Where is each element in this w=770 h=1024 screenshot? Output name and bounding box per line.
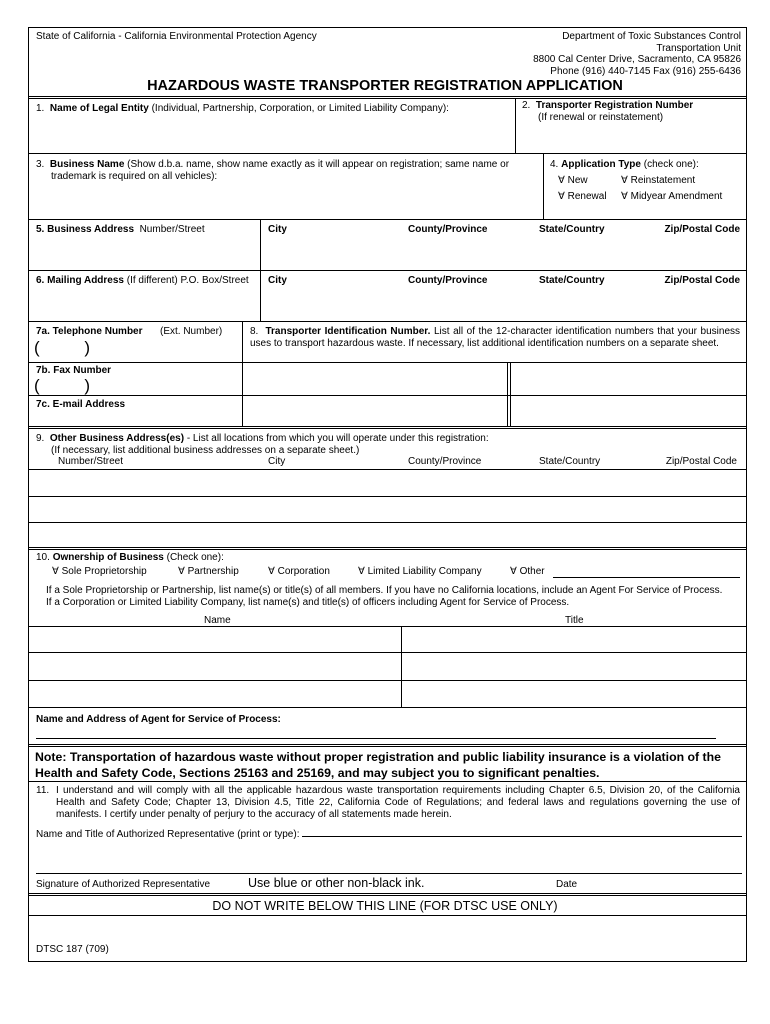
own-partnership[interactable]: ∀ Partnership bbox=[178, 566, 239, 577]
form-id: DTSC 187 (709) bbox=[36, 944, 109, 955]
other-addresses-label: 9. Other Business Address(es) - List all locations from which you will operate under this registration: (If necessary, list additional business addresses on a separate sheet.) bbox=[36, 433, 489, 456]
divider bbox=[28, 626, 746, 627]
col-city: City bbox=[268, 456, 286, 467]
app-type-midyear[interactable]: ∀ Midyear Amendment bbox=[621, 191, 723, 202]
divider bbox=[28, 219, 746, 220]
divider bbox=[28, 270, 746, 271]
officer-name-1[interactable] bbox=[30, 628, 399, 651]
divider bbox=[28, 652, 746, 653]
divider bbox=[28, 744, 746, 745]
dept-unit: Transportation Unit bbox=[656, 42, 741, 54]
telephone-area-code[interactable]: ( ) bbox=[34, 338, 111, 357]
divider bbox=[260, 270, 261, 321]
divider bbox=[28, 781, 746, 782]
agent-label: Name and Address of Agent for Service of Process: bbox=[36, 714, 281, 725]
dept-block bbox=[533, 31, 741, 77]
own-corporation[interactable]: ∀ Corporation bbox=[268, 566, 330, 577]
divider bbox=[28, 96, 746, 97]
other-address-row-3[interactable] bbox=[30, 524, 744, 546]
agent-underline bbox=[36, 738, 716, 739]
col-zip: Zip/Postal Code bbox=[665, 456, 737, 467]
name-title-underline bbox=[302, 836, 742, 837]
checkbox-icon: ∀ bbox=[510, 566, 517, 577]
checkbox-icon: ∀ bbox=[558, 191, 565, 202]
col-title: Title bbox=[565, 615, 584, 626]
dept-name: Department of Toxic Substances Control bbox=[562, 31, 741, 42]
divider bbox=[401, 626, 402, 707]
officer-title-2[interactable] bbox=[403, 654, 744, 679]
own-sole-proprietorship[interactable]: ∀ Sole Proprietorship bbox=[52, 566, 147, 577]
divider bbox=[28, 153, 746, 154]
checkbox-icon: ∀ bbox=[52, 566, 59, 577]
checkbox-icon: ∀ bbox=[358, 566, 365, 577]
mailing-county-label: County/Province bbox=[408, 275, 488, 286]
telephone-label: 7a. Telephone Number bbox=[36, 326, 143, 337]
legal-entity-label: 1. Name of Legal Entity (Individual, Partnership, Corporation, or Limited Liability Company): bbox=[36, 103, 449, 114]
divider bbox=[28, 547, 746, 548]
ownership-note-2: If a Corporation or Limited Liability Company, list name(s) and title(s) of officers including Agent for Service of Process. bbox=[46, 597, 570, 608]
legal-entity-field[interactable] bbox=[30, 118, 510, 150]
transporter-id-field-1[interactable] bbox=[245, 364, 505, 394]
dept-phone: Phone (916) 440-7145 Fax (916) 255-6436 bbox=[550, 65, 741, 77]
penalty-note: Note: Transportation of hazardous waste without proper registration and public liability insurance is a violation of the Health and Safety Code, Sections 25163 and 25169, and may subject you to significant penalties. bbox=[35, 750, 721, 780]
dept-address: 8800 Cal Center Drive, Sacramento, CA 95826 bbox=[533, 54, 741, 65]
fax-area-code[interactable]: ( ) bbox=[34, 376, 111, 395]
signature-field[interactable] bbox=[36, 850, 742, 872]
business-state-label: State/Country bbox=[539, 224, 605, 235]
other-underline bbox=[553, 577, 740, 578]
mailing-address-label: 6. Mailing Address (If different) P.O. Box/Street bbox=[36, 275, 249, 286]
divider bbox=[28, 893, 746, 894]
registration-number-note: (If renewal or reinstatement) bbox=[538, 112, 664, 123]
divider bbox=[28, 680, 746, 681]
dtsc-use-only: DO NOT WRITE BELOW THIS LINE (FOR DTSC USE ONLY) bbox=[212, 899, 558, 913]
business-county-label: County/Province bbox=[408, 224, 488, 235]
application-type-label: 4. Application Type (check one): bbox=[550, 159, 699, 170]
officer-title-3[interactable] bbox=[403, 682, 744, 706]
divider bbox=[28, 895, 746, 896]
fax-label: 7b. Fax Number bbox=[36, 365, 112, 376]
app-type-reinstatement[interactable]: ∀ Reinstatement bbox=[621, 175, 696, 186]
checkbox-icon: ∀ bbox=[268, 566, 275, 577]
business-city-label: City bbox=[268, 224, 287, 235]
divider bbox=[28, 426, 746, 427]
signature-label: Signature of Authorized Representative bbox=[36, 879, 210, 890]
divider bbox=[28, 522, 746, 523]
app-type-renewal[interactable]: ∀ Renewal bbox=[558, 191, 607, 202]
business-address-label: 5. Business Address Number/Street bbox=[36, 224, 205, 235]
own-other[interactable]: ∀ Other bbox=[510, 566, 545, 577]
mailing-state-label: State/Country bbox=[539, 275, 605, 286]
cert-number: 11. bbox=[36, 785, 50, 796]
divider bbox=[28, 428, 746, 429]
col-state: State/Country bbox=[539, 456, 601, 467]
divider bbox=[260, 219, 261, 270]
col-county: County/Province bbox=[408, 456, 482, 467]
transporter-id-label: 8. Transporter Identification Number. List all of the 12-character identification numbers that your business uses to transport hazardous waste. If necessary, list additional identification numbers on a separate sheet. bbox=[250, 326, 741, 349]
agency-name: State of California - California Environmental Protection Agency bbox=[36, 31, 317, 42]
signature-underline bbox=[36, 873, 742, 874]
business-zip-label: Zip/Postal Code bbox=[664, 224, 740, 235]
checkbox-icon: ∀ bbox=[621, 175, 628, 186]
officer-title-1[interactable] bbox=[403, 628, 744, 651]
divider bbox=[543, 153, 544, 219]
ownership-note-1: If a Sole Proprietorship or Partnership, list name(s) or title(s) of all members. If you have no California locations, include an Agent For Service of Process. bbox=[46, 585, 723, 596]
divider bbox=[28, 469, 746, 470]
app-type-new[interactable]: ∀ New bbox=[558, 175, 588, 186]
date-label: Date bbox=[556, 879, 578, 890]
id-grid-line bbox=[510, 362, 511, 426]
divider bbox=[28, 321, 746, 322]
checkbox-icon: ∀ bbox=[621, 191, 628, 202]
checkbox-icon: ∀ bbox=[178, 566, 185, 577]
divider bbox=[28, 395, 746, 396]
name-title-field[interactable] bbox=[302, 825, 742, 836]
col-number-street: Number/Street bbox=[58, 456, 124, 467]
officer-name-3[interactable] bbox=[30, 682, 399, 706]
col-name: Name bbox=[204, 615, 231, 626]
transporter-id-field-2[interactable] bbox=[512, 364, 744, 394]
divider bbox=[28, 915, 746, 916]
divider bbox=[28, 496, 746, 497]
id-grid-line bbox=[242, 362, 746, 363]
divider bbox=[242, 321, 243, 426]
divider bbox=[28, 707, 746, 708]
id-grid-line bbox=[507, 362, 508, 426]
checkbox-icon: ∀ bbox=[558, 175, 565, 186]
divider bbox=[515, 98, 516, 153]
transporter-id-field-4[interactable] bbox=[512, 397, 744, 425]
divider bbox=[28, 98, 746, 99]
mailing-zip-label: Zip/Postal Code bbox=[664, 275, 740, 286]
agent-field[interactable] bbox=[36, 726, 716, 738]
ink-instruction: Use blue or other non-black ink. bbox=[248, 876, 425, 890]
officer-name-2[interactable] bbox=[30, 654, 399, 679]
ownership-label: 10. Ownership of Business (Check one): bbox=[36, 552, 224, 563]
registration-number-label: 2. Transporter Registration Number bbox=[522, 100, 694, 111]
mailing-city-label: City bbox=[268, 275, 287, 286]
email-label: 7c. E-mail Address bbox=[36, 399, 126, 410]
other-address-row-2[interactable] bbox=[30, 498, 744, 522]
other-address-row-1[interactable] bbox=[30, 471, 744, 495]
form-title: HAZARDOUS WASTE TRANSPORTER REGISTRATION APPLICATION bbox=[147, 78, 623, 94]
name-title-label: Name and Title of Authorized Representative (print or type): bbox=[36, 829, 300, 840]
ext-label: (Ext. Number) bbox=[160, 326, 223, 337]
certification-text: I understand and will comply with all the applicable hazardous waste transportation requirements including Chapter 6.5, Division 20, of the California Health and Safety Code; Chapter 13, Division 4.5, Title 22, California Code of Regulations; and federal laws and regulations governing the use of manifests. I certify under penalty of perjury to the accuracy of all statements made herein. bbox=[56, 785, 740, 820]
own-llc[interactable]: ∀ Limited Liability Company bbox=[358, 566, 482, 577]
divider bbox=[28, 746, 746, 747]
divider bbox=[28, 549, 746, 550]
transporter-id-field-3[interactable] bbox=[245, 397, 505, 425]
business-name-label: 3. Business Name (Show d.b.a. name, show name exactly as it will appear on registration; same name or trademark is required on all vehicles): bbox=[36, 159, 510, 182]
divider bbox=[28, 362, 242, 363]
